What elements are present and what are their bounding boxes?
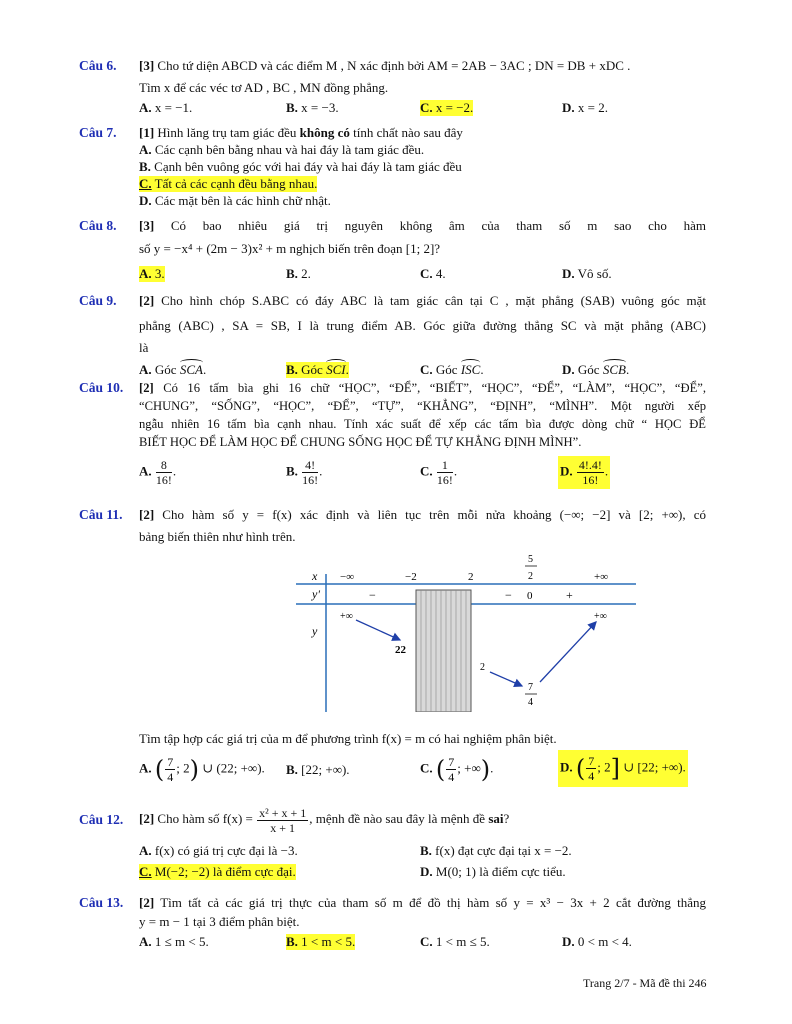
option-a[interactable]: A. x = −1. [139,100,193,115]
option-a[interactable]: A. Các cạnh bên bằng nhau và hai đáy là tam giác đều. [139,142,425,157]
y-value: 2 [480,662,485,673]
option-b-highlighted[interactable]: B. Góc SCI. [286,362,349,377]
option-b[interactable]: B. $\frac{4!}{16!}$ . [286,458,323,487]
x-value: 2 [468,571,474,583]
option-c[interactable]: C. 4. [420,266,446,281]
question-number: Câu 7. [79,125,117,140]
question-number: Câu 10. [79,380,124,395]
difficulty-level: [1] [139,125,155,140]
question-stem: [2] Cho hàm số f(x) = $\frac{\text{x² + x + 1}}{x + 1}$ , mệnh đề nào sau đây là mệnh đề sai? [139,805,510,835]
y-value: 22 [395,644,406,656]
y-value: +∞ [340,611,353,622]
sign: − [369,588,376,602]
decreasing-arrow [490,672,522,686]
decreasing-arrow [356,620,400,640]
option-b[interactable]: B. x = −3. [286,100,339,115]
difficulty-level: [3] [139,218,155,233]
x-value-denominator: 2 [528,571,533,582]
option-b[interactable]: B. f(x) đạt cực đại tại x = −2. [420,843,572,858]
question-stem: [2] Có 16 tấm bìa ghi 16 chữ “HỌC”, “ĐỂ”, “BIẾT”, “HỌC”, “ĐỂ”, “LÀM”, “HỌC”, “ĐỂ”, [139,381,706,395]
question-stem: “CHUNG”, “SỐNG”, “HỌC”, “ĐỂ”, “TỰ”, “KHẲNG”, “ĐỊNH”, “MÌNH”. Một người xếp [139,399,706,413]
difficulty-level: [2] [139,507,155,522]
question-stem: phẳng (ABC) , SA = SB, I là trung điểm AB. Góc giữa đường thẳng SC và mặt phẳng (ABC) [139,318,706,333]
question-number: Câu 9. [79,293,117,308]
option-c-highlighted[interactable]: C. x = −2. [420,100,474,115]
option-a[interactable]: A. f(x) có giá trị cực đại là −3. [139,843,298,858]
question-number: Câu 6. [79,58,117,73]
page-footer: Trang 2/7 - Mã đề thi 246 [583,976,707,990]
y-min-denominator: 4 [528,697,533,708]
question-number: Câu 13. [79,895,124,910]
variation-table [296,552,636,712]
question-stem: BIẾT HỌC ĐỂ LÀM HỌC ĐỂ CHUNG SỐNG HỌC ĐỂ TỰ KHẲNG ĐỊNH MÌNH”. [139,435,582,449]
question-number: Câu 8. [79,218,117,233]
question-stem: [2] Cho hàm số y = f(x) xác định và liên tục trên mỗi nửa khoảng (−∞; −2] và [2; +∞), có [139,507,706,522]
question-stem: [3] Có bao nhiêu giá trị nguyên không âm của tham số m sao cho hàm [139,218,706,233]
option-d-highlighted[interactable]: D. $\frac{4!.4!}{16!}$ . [560,458,609,487]
increasing-arrow [540,622,596,682]
option-d-highlighted[interactable]: D. ( $\frac{7}{4}$ ; 2] ∪ [22; +∞). [558,750,688,787]
question-stem: [2] Tìm tất cả các giá trị thực của tham số m để đồ thị hàm số y = x³ − 3x + 2 cắt đường thẳng [139,895,706,910]
option-c-highlighted[interactable]: C. Tất cả các cạnh đều bằng nhau. [139,176,318,191]
question-stem: [1] Hình lăng trụ tam giác đều không có tính chất nào sau đây [139,125,463,140]
question-number: Câu 12. [79,812,124,827]
x-value: −∞ [340,571,355,583]
option-c[interactable]: C. Góc ISC. [420,362,484,377]
y-min-numerator: 7 [528,682,533,693]
option-a[interactable]: A. $\frac{8}{16!}$ . [139,458,177,487]
row-label-y: y [312,624,318,638]
option-b[interactable]: B. [22; +∞). [286,762,350,777]
option-a[interactable]: A. ( $\frac{7}{4}$ ; 2) ∪ (22; +∞). [139,755,265,784]
option-d[interactable]: D. 0 < m < 4. [562,934,632,949]
difficulty-level: [2] [139,293,155,308]
sign: − [505,588,512,602]
option-a[interactable]: A. 1 ≤ m < 5. [139,934,209,949]
option-d[interactable]: D. M(0; 1) là điểm cực tiểu. [420,864,566,879]
question-stem: số y = −x⁴ + (2m − 3)x² + m nghịch biến trên đoạn [1; 2]? [139,241,441,256]
question-stem: Tìm tập hợp các giá trị của m để phương trình f(x) = m có hai nghiệm phân biệt. [139,731,557,746]
row-label-yprime: y' [312,587,320,601]
question-stem: là [139,340,149,355]
x-value: +∞ [594,571,609,583]
option-b[interactable]: B. 2. [286,266,311,281]
option-c[interactable]: C. ( $\frac{7}{4}$ ; +∞). [420,755,494,784]
option-d[interactable]: D. Vô số. [562,266,612,281]
option-a[interactable]: A. Góc SCA. [139,362,207,377]
difficulty-level: [2] [139,381,154,395]
option-c[interactable]: C. 1 < m ≤ 5. [420,934,490,949]
option-d[interactable]: D. Các mặt bên là các hình chữ nhật. [139,193,331,208]
difficulty-level: [3] [139,58,155,73]
undefined-region [416,590,471,712]
option-a-highlighted[interactable]: A. 3. [139,266,165,281]
sign: + [566,588,573,602]
option-d[interactable]: D. Góc SCB. [562,362,630,377]
question-stem: ngẫu nhiên 16 tấm bìa cạnh nhau. Tính xác suất để xếp các tấm bìa được dòng chữ “ HỌC ĐỂ [139,417,706,431]
row-label-x: x [312,569,318,583]
question-number: Câu 11. [79,507,123,522]
option-c[interactable]: C. $\frac{1}{16!}$ . [420,458,458,487]
y-value: +∞ [594,611,607,622]
option-d[interactable]: D. x = 2. [562,100,608,115]
option-b-highlighted[interactable]: B. 1 < m < 5. [286,934,356,949]
question-stem: [3] Cho tứ diện ABCD và các điểm M , N xác định bởi AM = 2AB − 3AC ; DN = DB + xDC . [139,58,631,73]
question-stem: y = m − 1 tại 3 điểm phân biệt. [139,914,300,929]
difficulty-level: [2] [139,895,155,910]
x-value-numerator: 5 [528,554,533,565]
question-stem: bảng biến thiên như hình trên. [139,529,296,544]
x-value: −2 [405,571,417,583]
option-b[interactable]: B. Cạnh bên vuông góc với hai đáy và hai đáy là tam giác đều [139,159,462,174]
question-stem: Tìm x để các véc tơ AD , BC , MN đồng phẳng. [139,80,389,95]
difficulty-level: [2] [139,811,155,826]
sign: 0 [527,590,533,602]
option-c-highlighted[interactable]: C. M(−2; −2) là điểm cực đại. [139,864,296,879]
question-stem: [2] Cho hình chóp S.ABC có đáy ABC là tam giác cân tại C , mặt phẳng (SAB) vuông góc mặt [139,293,706,308]
